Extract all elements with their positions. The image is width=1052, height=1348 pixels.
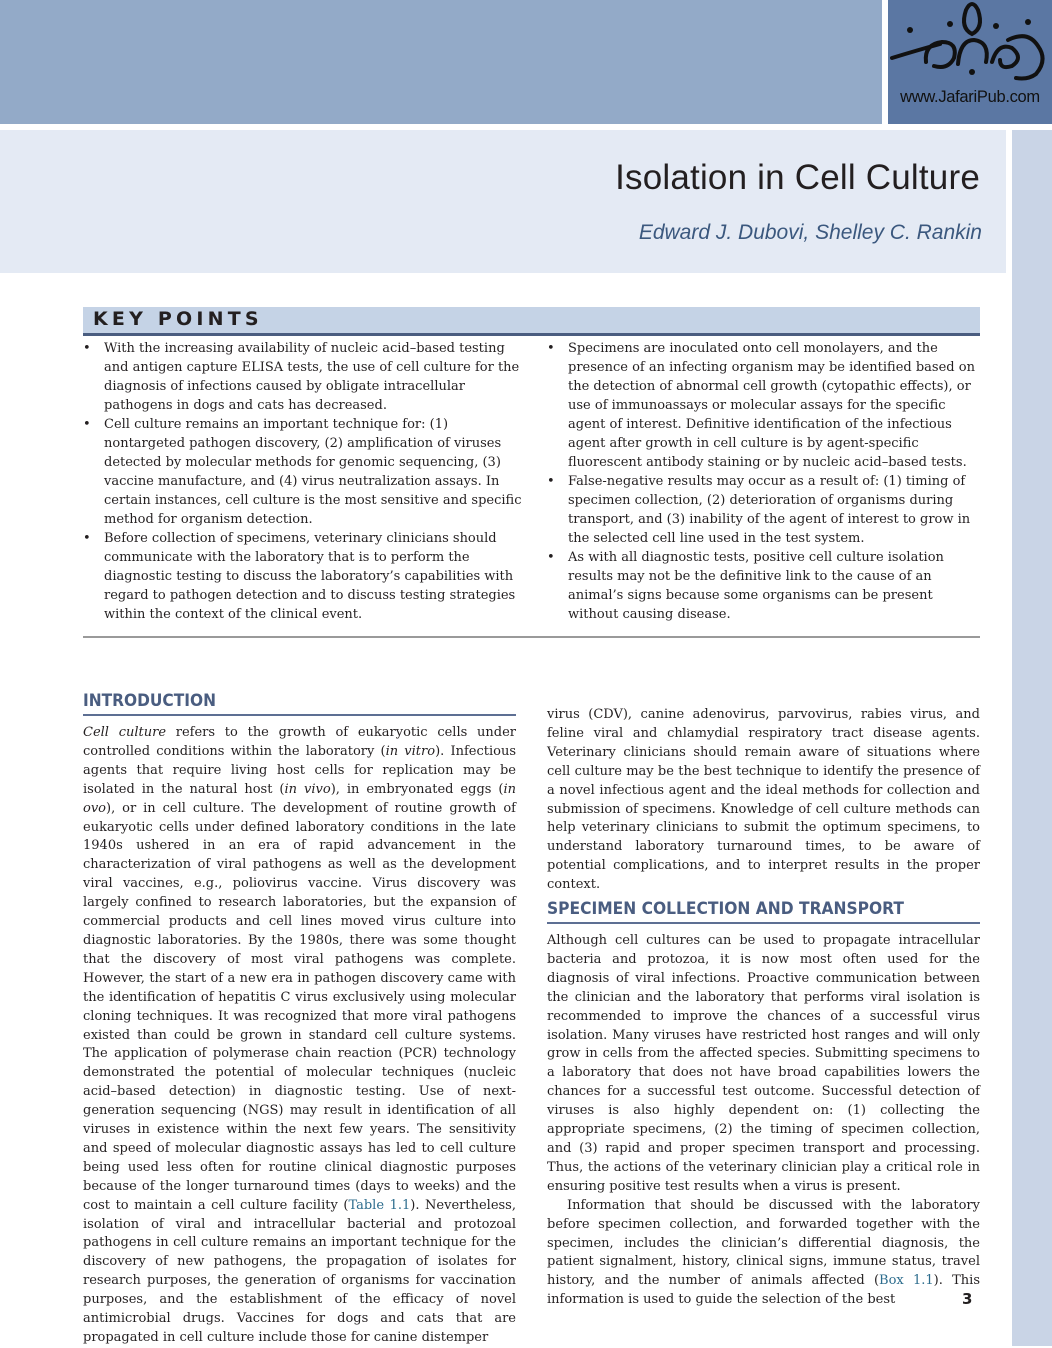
bullet-icon: • bbox=[547, 474, 555, 489]
key-point-item: • As with all diagnostic tests, positive cell culture isolation results may not be the definitive link to the cause of an animal’s signs because some organisms can be present without causing disease. bbox=[547, 550, 944, 622]
key-points-bottom-rule bbox=[83, 636, 980, 638]
key-points-heading: KEY POINTS bbox=[93, 308, 263, 330]
key-points-left-list bbox=[83, 339, 523, 624]
publisher-logo bbox=[888, 0, 1052, 124]
key-point-item: • False-negative results may occur as a result of: (1) timing of specimen collection, (2) deterioration of organisms during transport, and (3) inability of the agent of interest to grow in the selected cell line used in the test system. bbox=[547, 474, 971, 546]
specimen-paragraph: Information that should be discussed with the laboratory before specimen collection, and forwarded together with the specimen, includes the clinician’s differential diagnosis, the patient signalment, history, clinical signs, immune status, travel history, and the number of animals affected (Box 1.1). This information is used to guide the selection of the best bbox=[547, 1197, 980, 1308]
bullet-icon: • bbox=[83, 341, 91, 356]
introduction-paragraph: Cell culture refers to the growth of eukaryotic cells under controlled conditions within the laboratory (in vitro). Infectious agents that require living host cells for replication may be isolated in the natural host (in vivo), in embryonated eggs (in ovo), or in cell culture. The development of routine growth of eukaryotic cells under defined laboratory conditions in the late 1940s ushered in an era of rapid advancement in the characterization of viral pathogens as well as the development viral vaccines, e.g., poliovirus vaccine. Virus discovery was largely confined to research laboratories, but the expansion of commercial products and cell lines moved virus culture into diagnostic laboratories. By the 1980s, there was some thought that the discovery of most viral pathogens was complete. However, the start of a new era in pathogen discovery came with the identification of hepatitis C virus exclusively using molecular cloning techniques. It was recognized that more viral pathogens existed than could be grown in standard cell culture systems. The application of polymerase chain reaction (PCR) technology demonstrated the potential of molecular techniques (nucleic acid–based detection) in diagnostic testing. Use of next-generation sequencing (NGS) may result in identification of all viruses in existence within the next few years. The sensitivity and speed of molecular diagnostic assays has led to cell culture being used less often for routine clinical diagnostic purposes because of the longer turnaround times (days to weeks) and the cost to maintain a cell culture facility (Table 1.1). Nevertheless, isolation of viral and intracellular bacterial and protozoal pathogens in cell culture remains an important technique for the discovery of new pathogens, the propagation of isolates for research purposes, the generation of organisms for vaccination purposes, and the establishment of the efficacy of novel antimicrobial drugs. Vaccines for dogs and cats that are propagated in cell culture include those for canine distemper bbox=[83, 725, 517, 1345]
table-reference-link[interactable]: Table 1.1 bbox=[348, 1197, 411, 1213]
specimen-paragraph: Although cell cultures can be used to propagate intracellular bacteria and protozoa, it is now most often used for the diagnosis of viral infections. Proactive communication between the clinician and the laboratory that performs viral isolation is recommended to improve the chances of a successful virus isolation. Many viruses have restricted host ranges and will only grow in cells from the affected species. Submitting specimens to a laboratory that does not have broad capabilities lowers the chances for a successful test outcome. Successful detection of viruses is also highly dependent on: (1) collecting the appropriate specimens, (2) the timing of specimen collection, and (3) rapid and proper specimen transport and processing. Thus, the actions of the veterinary clinician play a critical role in ensuring positive test results when a virus is present. bbox=[547, 933, 980, 1194]
key-points-header bbox=[83, 307, 980, 336]
header-band bbox=[0, 0, 882, 124]
key-point-item: • With the increasing availability of nucleic acid–based testing and antigen capture ELISA tests, the use of cell culture for the diagnosis of infections caused by obligate intracellular pathogens in dogs and cats has decreased. bbox=[83, 341, 520, 413]
introduction-heading: INTRODUCTION bbox=[83, 691, 216, 711]
bullet-icon: • bbox=[83, 531, 91, 546]
bullet-icon: • bbox=[83, 417, 91, 432]
bullet-icon: • bbox=[547, 550, 555, 565]
introduction-body bbox=[83, 724, 516, 1348]
key-point-item: • Cell culture remains an important technique for: (1) nontargeted pathogen discovery, (2) amplification of viruses detected by molecular methods for genomic sequencing, (3) vaccine manufacture, and (4) virus neutralization assays. In certain instances, cell culture is the most sensitive and specific method for organism detection. bbox=[83, 417, 522, 527]
title-band bbox=[0, 130, 1006, 273]
introduction-continued bbox=[547, 706, 980, 895]
side-strip bbox=[1012, 130, 1052, 1346]
page-number: 3 bbox=[962, 1290, 973, 1308]
publisher-url: www.JafariPub.com bbox=[900, 88, 1040, 106]
calligraphy-logo-icon bbox=[888, 0, 1052, 90]
key-point-item: • Before collection of specimens, veterinary clinicians should communicate with the laboratory that is to perform the diagnostic testing to discuss the laboratory’s capabilities with regard to pathogen detection and to discuss testing strategies within the context of the clinical event. bbox=[83, 531, 516, 622]
key-points-right-list bbox=[547, 339, 980, 624]
chapter-authors: Edward J. Dubovi, Shelley C. Rankin bbox=[638, 221, 982, 244]
introduction-continued-paragraph: virus (CDV), canine adenovirus, parvovirus, rabies virus, and feline viral and chlamydial respiratory tract disease agents. Veterinary clinicians should remain aware of situations where cell culture may be the best technique to identify the presence of a novel infectious agent and the ideal methods for collection and submission of specimens. Knowledge of cell culture methods can help veterinary clinicians to submit the optimum specimens, to understand laboratory turnaround times, to be aware of potential complications, and to interpret results in the proper context. bbox=[547, 707, 980, 893]
key-point-item: • Specimens are inoculated onto cell monolayers, and the presence of an infecting organism may be identified based on the detection of abnormal cell growth (cytopathic effects), or use of immunoassays or molecular assays for the specific agent of interest. Definitive identification of the infectious agent after growth in cell culture is by agent-specific fluorescent antibody staining or by nucleic acid–based tests. bbox=[547, 341, 975, 470]
chapter-title: Isolation in Cell Culture bbox=[615, 158, 980, 197]
specimen-heading: SPECIMEN COLLECTION AND TRANSPORT bbox=[547, 899, 904, 919]
specimen-body bbox=[547, 932, 980, 1310]
box-reference-link[interactable]: Box 1.1 bbox=[879, 1273, 934, 1289]
introduction-rule bbox=[83, 714, 516, 716]
bullet-icon: • bbox=[547, 341, 555, 356]
specimen-rule bbox=[547, 922, 980, 924]
